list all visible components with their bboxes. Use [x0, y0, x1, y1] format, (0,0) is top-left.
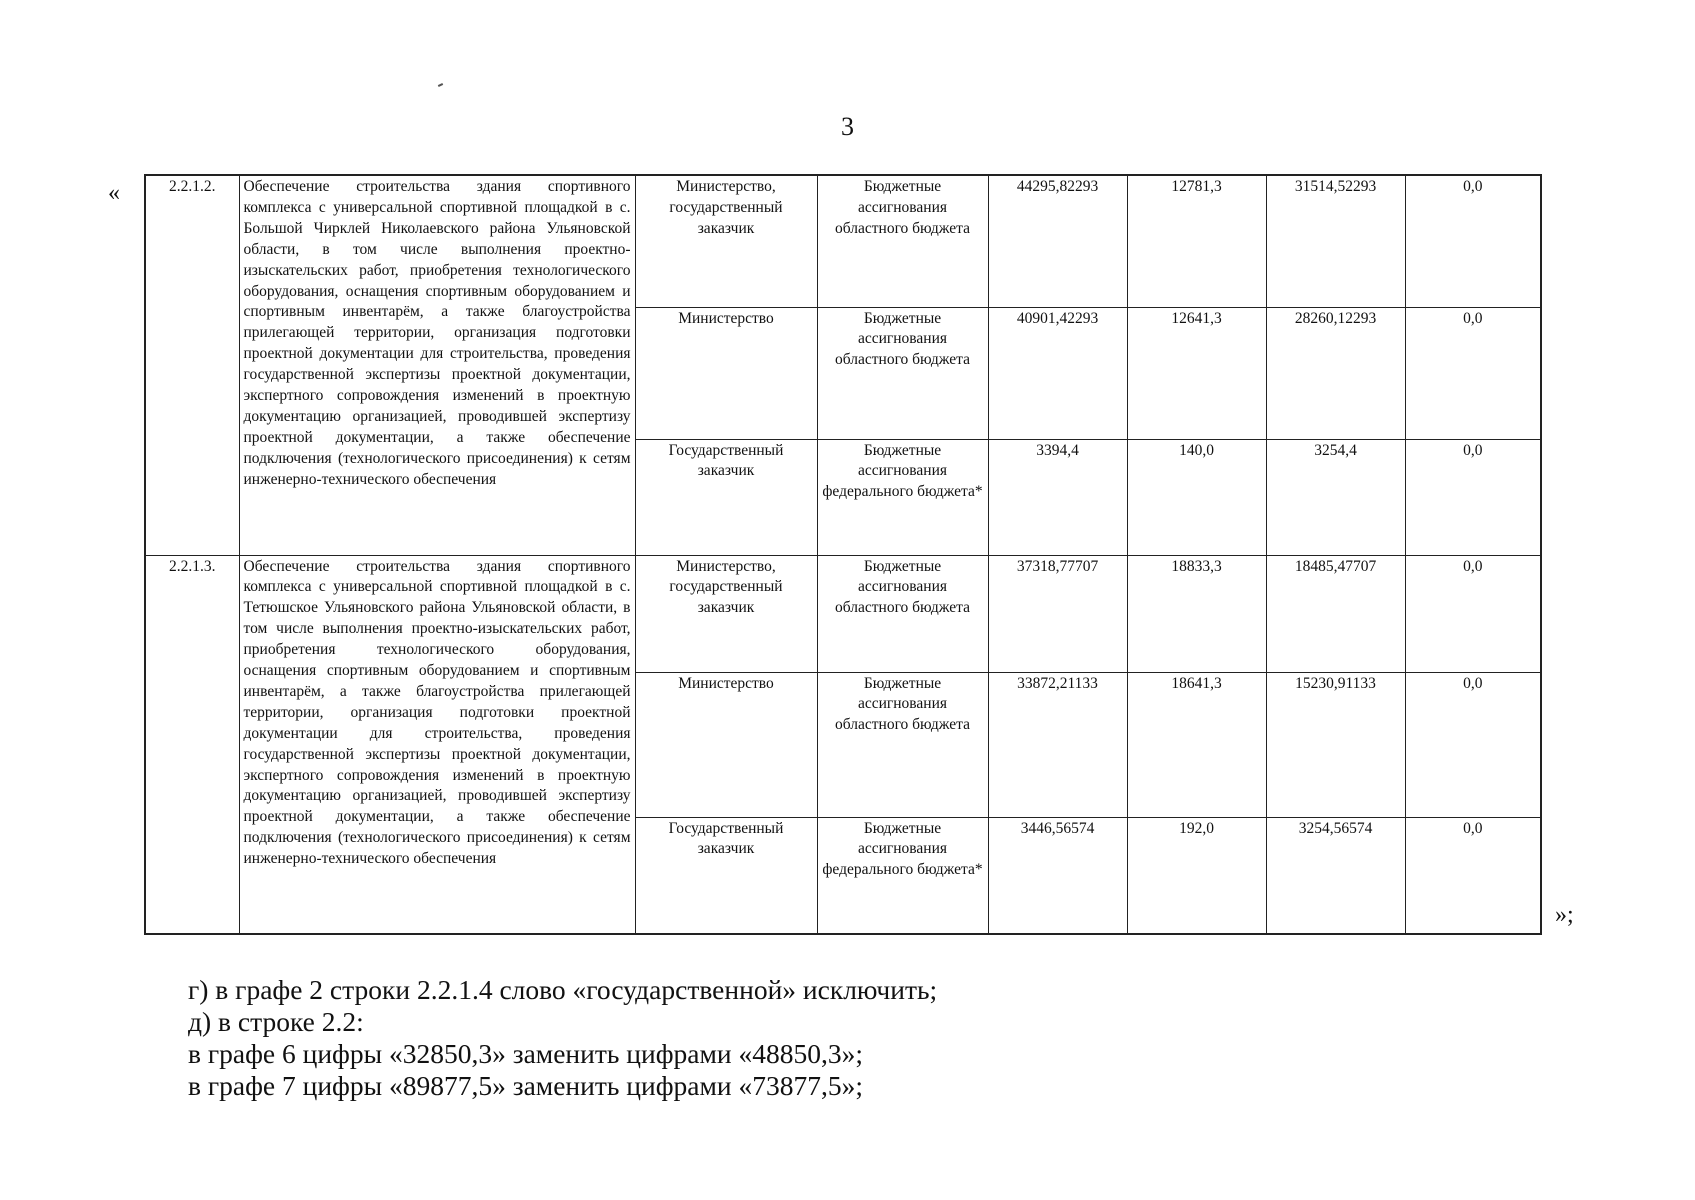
year1-cell: 140,0 — [1127, 439, 1266, 555]
amendment-paragraph: в графе 6 цифры «32850,3» заменить цифрами «48850,3»; — [188, 1038, 863, 1069]
row-description: Обеспечение строительства здания спортивного комплекса с универсальной спортивной площадкой в с. Большой Чирклей Николаевского района Ульяновской области, в том числе выполнения проектно-изыскательских работ, приобретения технологического оборудования, оснащения спортивным оборудованием и спортивным инвентарём, а также благоустройства прилегающей территории, организация подготовки проектной документации для строительства, проведения государственной экспертизы проектной документации, экспертного сопровождения изменений в проектную документацию организацией, проводившей экспертизу проектной документации, а также обеспечение подключения (технологического присоединения) к сетям инженерно-технического обеспечения — [239, 175, 635, 555]
year2-cell: 18485,47707 — [1266, 555, 1405, 672]
total-cell: 40901,42293 — [988, 307, 1127, 439]
amendment-paragraph: в графе 7 цифры «89877,5» заменить цифрами «73877,5»; — [188, 1070, 863, 1101]
year1-cell: 18641,3 — [1127, 672, 1266, 817]
total-cell: 3446,56574 — [988, 817, 1127, 934]
executor-cell: Государственный заказчик — [635, 439, 817, 555]
table-row — [145, 555, 1541, 672]
row-code: 2.2.1.2. — [145, 175, 239, 555]
year2-cell: 3254,56574 — [1266, 817, 1405, 934]
table-row — [145, 175, 1541, 307]
year3-cell: 0,0 — [1405, 439, 1541, 555]
page-number: 3 — [841, 112, 854, 141]
executor-cell: Министерство — [635, 672, 817, 817]
year3-cell: 0,0 — [1405, 672, 1541, 817]
amendment-paragraph: д) в строке 2.2: — [188, 1006, 364, 1037]
source-cell: Бюджетные ассигнования федерального бюджета* — [817, 439, 988, 555]
year3-cell: 0,0 — [1405, 175, 1541, 307]
year3-cell: 0,0 — [1405, 555, 1541, 672]
program-table — [144, 174, 1542, 935]
year1-cell: 12641,3 — [1127, 307, 1266, 439]
source-cell: Бюджетные ассигнования федерального бюджета* — [817, 817, 988, 934]
total-cell: 33872,21133 — [988, 672, 1127, 817]
source-cell: Бюджетные ассигнования областного бюджета — [817, 672, 988, 817]
year1-cell: 12781,3 — [1127, 175, 1266, 307]
year2-cell: 28260,12293 — [1266, 307, 1405, 439]
executor-cell: Министерство, государственный заказчик — [635, 175, 817, 307]
year3-cell: 0,0 — [1405, 307, 1541, 439]
total-cell: 37318,77707 — [988, 555, 1127, 672]
total-cell: 44295,82293 — [988, 175, 1127, 307]
year2-cell: 15230,91133 — [1266, 672, 1405, 817]
source-cell: Бюджетные ассигнования областного бюджета — [817, 555, 988, 672]
executor-cell: Государственный заказчик — [635, 817, 817, 934]
amendment-paragraph: г) в графе 2 строки 2.2.1.4 слово «государственной» исключить; — [188, 974, 938, 1005]
opening-quote: « — [108, 180, 120, 206]
year1-cell: 192,0 — [1127, 817, 1266, 934]
source-cell: Бюджетные ассигнования областного бюджета — [817, 175, 988, 307]
total-cell: 3394,4 — [988, 439, 1127, 555]
executor-cell: Министерство — [635, 307, 817, 439]
executor-cell: Министерство, государственный заказчик — [635, 555, 817, 672]
year2-cell: 3254,4 — [1266, 439, 1405, 555]
source-cell: Бюджетные ассигнования областного бюджета — [817, 307, 988, 439]
row-description: Обеспечение строительства здания спортивного комплекса с универсальной спортивной площадкой в с. Тетюшское Ульяновского района Ульяновской области, в том числе выполнения проектно-изыскательских работ, приобретения технологического оборудования, оснащения спортивным оборудованием и спортивным инвентарём, а также благоустройства прилегающей территории, организация подготовки проектной документации для строительства, проведения государственной экспертизы проектной документации, экспертного сопровождения изменений в проектную документацию организацией, проводившей экспертизу проектной документации, а также обеспечение подключения (технологического присоединения) к сетям инженерно-технического обеспечения — [239, 555, 635, 934]
scan-speck — [438, 83, 443, 87]
year2-cell: 31514,52293 — [1266, 175, 1405, 307]
row-code: 2.2.1.3. — [145, 555, 239, 934]
year1-cell: 18833,3 — [1127, 555, 1266, 672]
year3-cell: 0,0 — [1405, 817, 1541, 934]
closing-quote: »; — [1555, 902, 1574, 928]
